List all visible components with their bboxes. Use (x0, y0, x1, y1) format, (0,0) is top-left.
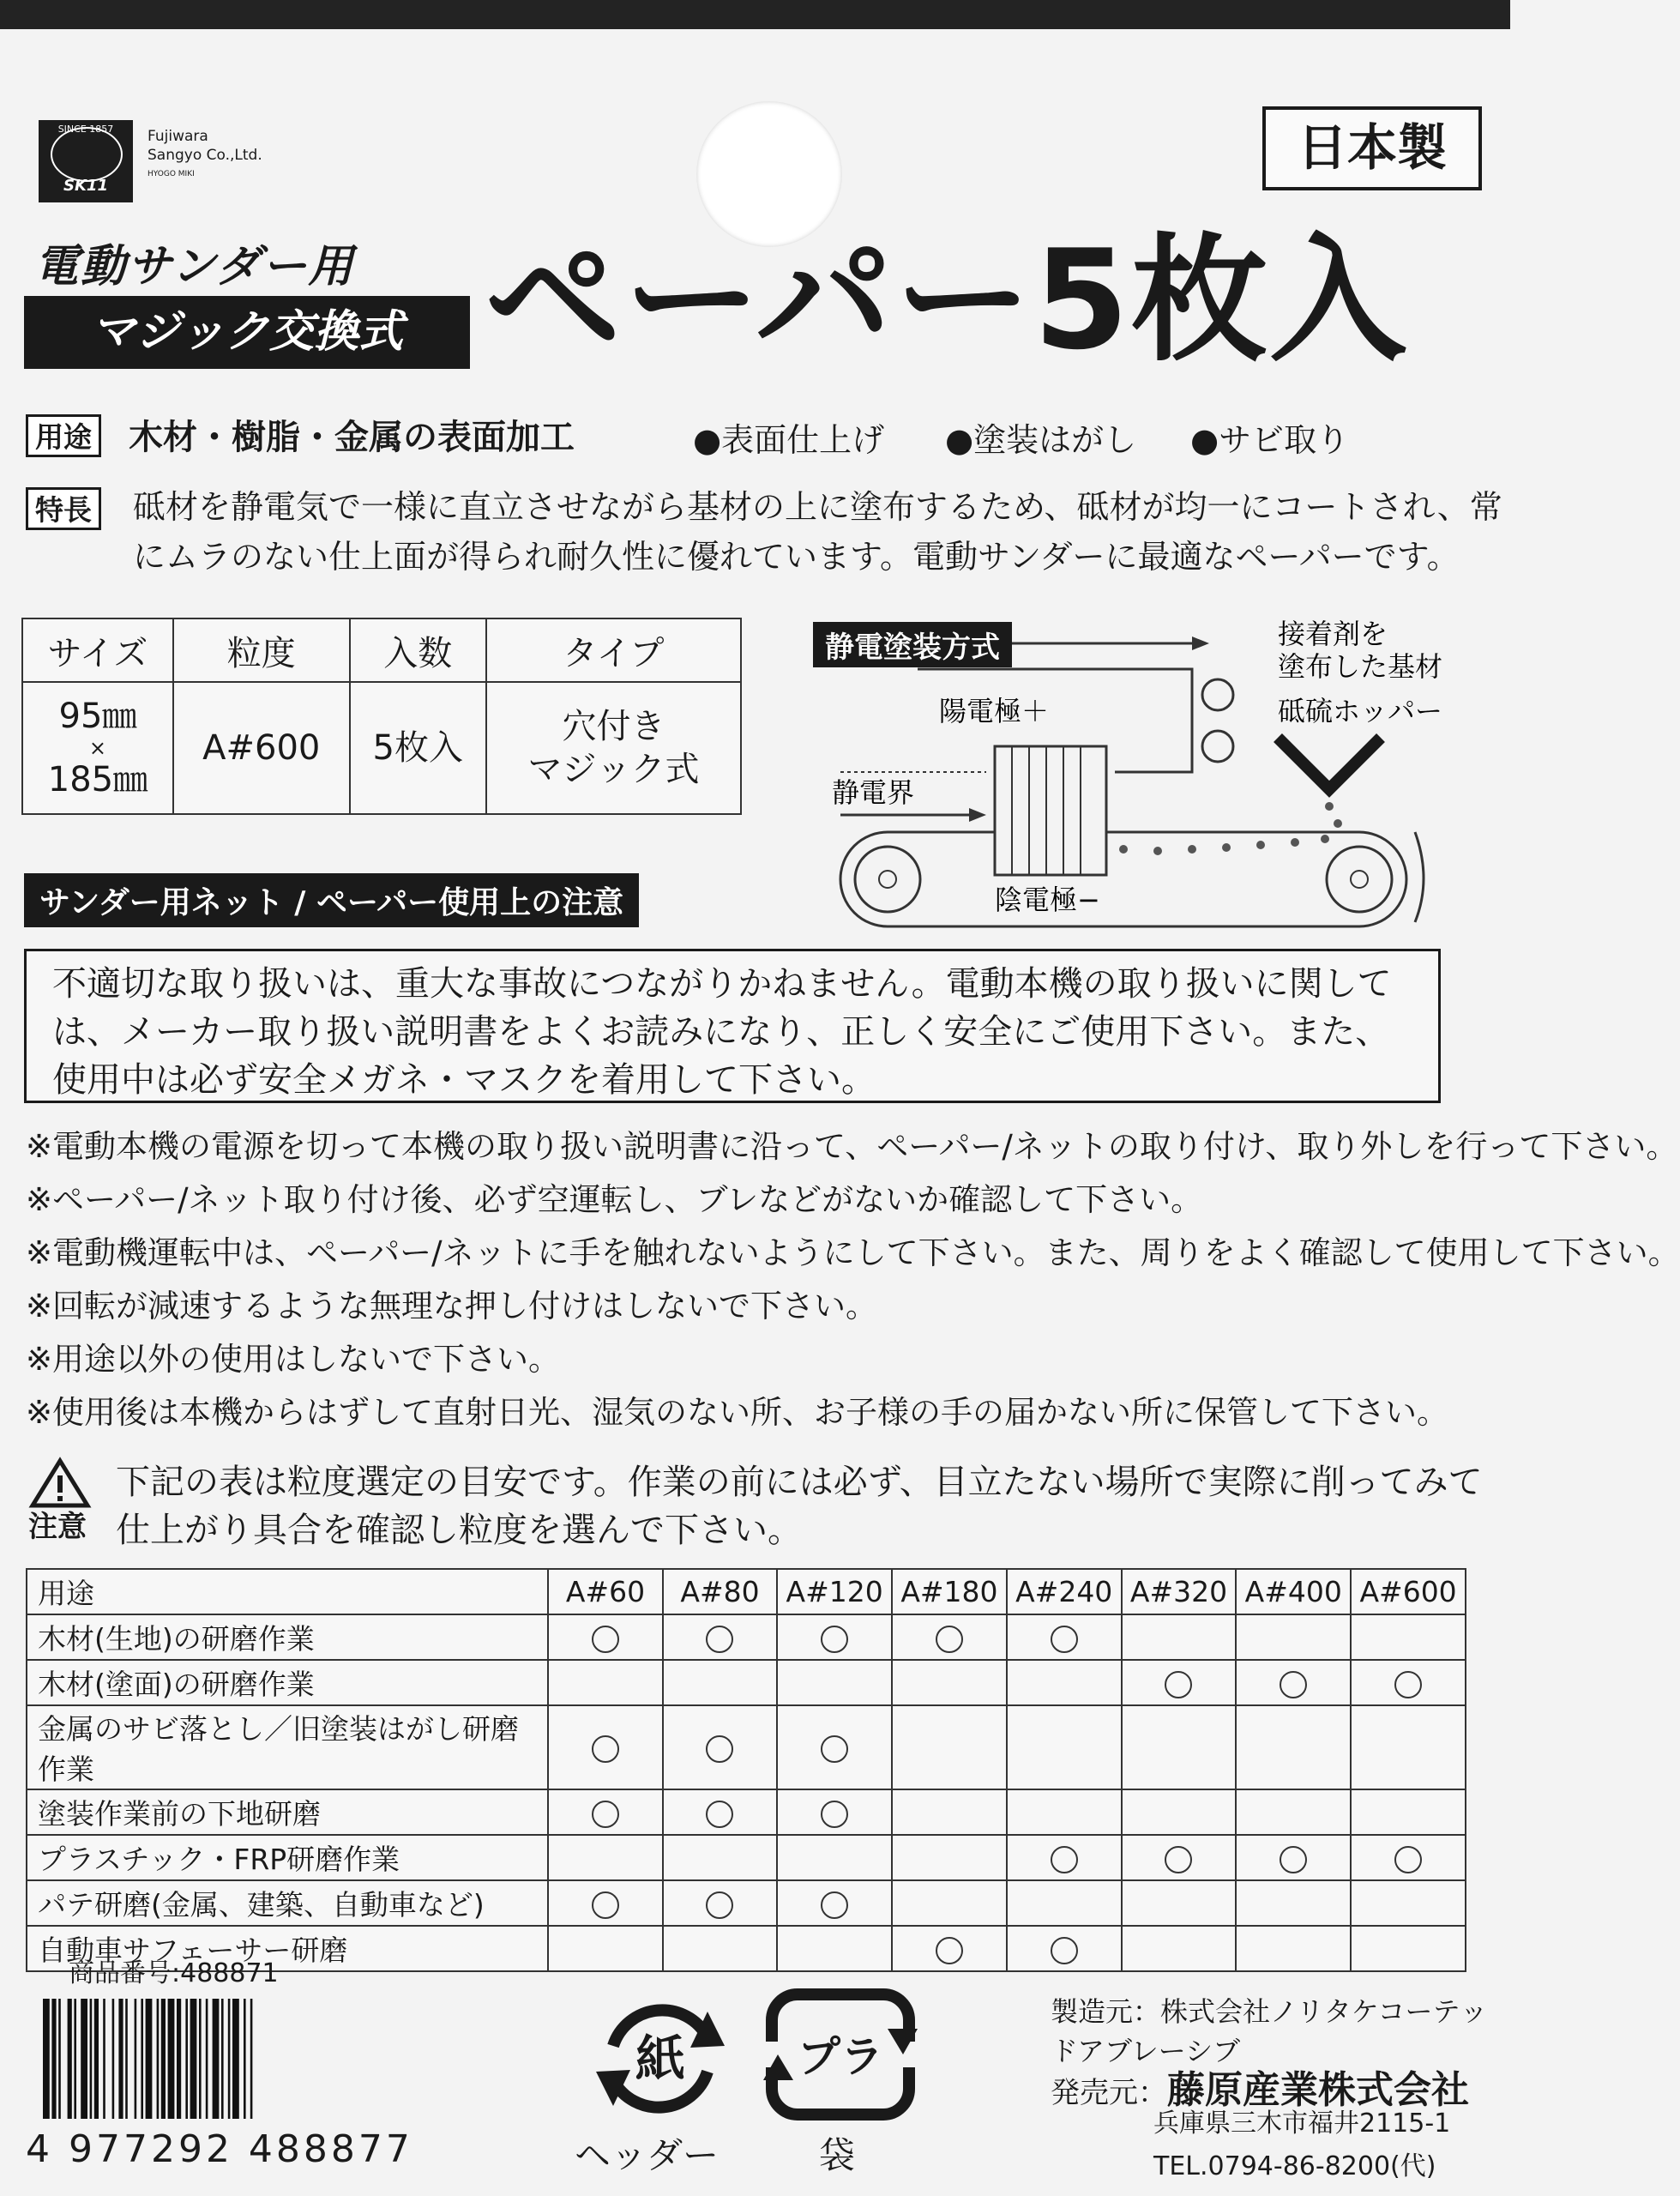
rotation-arrow (1415, 832, 1424, 922)
barcode-bar (68, 1999, 72, 2119)
grit-cell (1007, 1705, 1122, 1789)
barcode-bar (58, 1999, 61, 2119)
made-in-japan-badge: 日本製 (1262, 106, 1482, 190)
grit-cell (1007, 1880, 1122, 1926)
spec-header: タイプ (486, 618, 741, 682)
barcode-bar (190, 1999, 197, 2119)
logo-since: SINCE 1857 (57, 124, 114, 135)
recommended-circle-icon (706, 1735, 733, 1763)
barcode-bar (168, 1999, 175, 2119)
barcode-bar (141, 1999, 143, 2119)
recommended-circle-icon (1165, 1846, 1192, 1873)
barcode-bar (103, 1999, 105, 2119)
grit-header: A#400 (1236, 1569, 1351, 1614)
grit-cell (777, 1705, 892, 1789)
spec-table (21, 618, 742, 815)
notes-list (26, 1120, 1680, 1439)
grit-cell (1236, 1926, 1351, 1971)
barcode-bar (146, 1999, 153, 2119)
left-roller (855, 847, 920, 912)
size-width: 95㎜ (58, 697, 137, 736)
right-roller (1327, 847, 1392, 912)
top-edge (0, 0, 1510, 29)
spec-type (486, 682, 741, 814)
spec-header: サイズ (22, 618, 173, 682)
grit-row-use: 自動車サフェーサー研磨 (27, 1926, 548, 1971)
grit-cell (1122, 1835, 1237, 1880)
grit-cell (892, 1880, 1007, 1926)
adhesive-label-1: 接着剤を (1278, 618, 1388, 650)
grit-row-use: 木材(生地)の研磨作業 (27, 1614, 548, 1660)
barcode-bar (118, 1999, 123, 2119)
grit-cell (777, 1835, 892, 1880)
barcode-bar (94, 1999, 99, 2119)
warning-heading: サンダー用ネット / ペーパー使用上の注意 (24, 873, 639, 927)
note-item: ※電動本機の電源を切って本機の取り扱い説明書に沿って、ペーパー/ネットの取り付け、取り外しを行って下さい。 (26, 1128, 1678, 1165)
size-length: 185㎜ (47, 760, 148, 799)
grit-cell (892, 1789, 1007, 1835)
grit-cell (1122, 1789, 1237, 1835)
product-title: ペーパー5枚入 (485, 220, 1409, 380)
grit-cell (663, 1789, 778, 1835)
grit-cell (892, 1835, 1007, 1880)
plastic-recycle-icon (759, 1982, 922, 2127)
barcode-bar (161, 1999, 166, 2119)
type-line1: 穴付き (562, 707, 665, 746)
grit-selection-table (26, 1568, 1466, 1972)
grit-cell (1236, 1660, 1351, 1705)
grit-row (27, 1705, 1466, 1789)
grit-cell (1007, 1835, 1122, 1880)
barcode-bar (135, 1999, 137, 2119)
company-line1: Fujiwara (148, 128, 208, 145)
maker-name: 株式会社ノリタケコーテッドアブレーシブ (1051, 1995, 1488, 2067)
note-item: ※使用後は本機からはずして直射日光、湿気のない所、お子様の手の届かない所に保管して下さい。 (26, 1394, 1448, 1431)
grit-cell (548, 1835, 663, 1880)
barcode-bar (51, 1999, 56, 2119)
seller-label: 発売元： (1051, 2076, 1167, 2110)
seller-name: 藤原産業株式会社 (1167, 2068, 1469, 2112)
grit-cell (777, 1926, 892, 1971)
grit-cell (548, 1660, 663, 1705)
barcode-bar (199, 1999, 202, 2119)
cathode-label: 陰電極− (995, 884, 1100, 916)
recommended-circle-icon (1394, 1671, 1422, 1698)
barcode-bar (228, 1999, 231, 2119)
recommended-circle-icon (821, 1626, 848, 1653)
grit-header: A#600 (1351, 1569, 1466, 1614)
recommended-circle-icon (706, 1626, 733, 1653)
maker-line (1051, 1990, 1510, 2069)
grit-cell (892, 1614, 1007, 1660)
grit-cell (1351, 1835, 1466, 1880)
barcode-bar (90, 1999, 93, 2119)
recommended-circle-icon (1051, 1846, 1078, 1873)
grit-cell (1236, 1880, 1351, 1926)
type-line2: マジック式 (527, 750, 700, 789)
recommended-circle-icon (592, 1735, 619, 1763)
spec-header: 粒度 (173, 618, 350, 682)
caution-box: 不適切な取り扱いは、重大な事故につながりかねません。電動本機の取り扱いに関しては、メーカー取り扱い説明書をよくお読みになり、正しく安全にご使用下さい。また、使用中は必ず安全メガネ・マスクを着用して下さい。 (24, 949, 1441, 1103)
grit-cell (663, 1880, 778, 1926)
product-number: 商品番号:488871 (69, 1958, 279, 1988)
grit-row-use: プラスチック・FRP研磨作業 (27, 1835, 548, 1880)
recommended-circle-icon (1394, 1846, 1422, 1873)
barcode-bar (157, 1999, 160, 2119)
diagram-title: 静電塗装方式 (813, 622, 1012, 667)
paper-recycle-label: ヘッダー (575, 2134, 720, 2176)
feature-text: 砥材を静電気で一様に直立させながら基材の上に塗布するため、砥材が均一にコートされ、常にムラのない仕上面が得られ耐久性に優れています。電動サンダーに最適なペーパーです。 (133, 488, 1502, 576)
grit-cell (892, 1926, 1007, 1971)
grit-cell (548, 1880, 663, 1926)
grit-cell (1236, 1835, 1351, 1880)
usage-bullet: ●サビ取り (1190, 421, 1350, 459)
grit-cell (1122, 1660, 1237, 1705)
field-label: 静電界 (832, 776, 915, 809)
maker-label: 製造元： (1051, 1995, 1161, 2028)
anode-label: 陽電極＋ (939, 695, 1050, 727)
barcode-bar (74, 1999, 76, 2119)
seller-address: 兵庫県三木市福井2115-1 (1153, 2109, 1451, 2139)
grit-particles (1119, 802, 1342, 855)
grit-header: A#80 (663, 1569, 778, 1614)
grit-row (27, 1614, 1466, 1660)
product-subtitle: 電動サンダー用 (34, 241, 355, 293)
grit-cell (777, 1614, 892, 1660)
recommended-circle-icon (706, 1891, 733, 1919)
recommended-circle-icon (706, 1801, 733, 1828)
grit-row (27, 1835, 1466, 1880)
usage-text: 木材・樹脂・金属の表面加工 (129, 418, 575, 457)
spec-grit: A#600 (173, 682, 350, 814)
spec-count: 5枚入 (350, 682, 486, 814)
grit-cell (1351, 1660, 1466, 1705)
recommended-circle-icon (936, 1937, 963, 1964)
spec-size (22, 682, 173, 814)
brand-logo (39, 120, 133, 202)
paper-recycle-icon (587, 1986, 733, 2132)
usage-bullet: ●表面仕上げ (693, 421, 885, 459)
hopper-icon (1278, 738, 1381, 789)
spec-header: 入数 (350, 618, 486, 682)
paper-symbol: 紙 (635, 2030, 686, 2088)
grit-cell (1122, 1880, 1237, 1926)
barcode-bar (213, 1999, 220, 2119)
company-line3: HYOGO MIKI (148, 170, 195, 178)
seller-tel: TEL.0794-86-8200(代) (1153, 2151, 1436, 2181)
grit-cell (1007, 1789, 1122, 1835)
grit-cell (777, 1789, 892, 1835)
recommended-circle-icon (592, 1891, 619, 1919)
recommended-circle-icon (1051, 1626, 1078, 1653)
plastic-recycle-label: 袋 (819, 2134, 856, 2176)
barcode-bar (112, 1999, 115, 2119)
grit-header: A#60 (548, 1569, 663, 1614)
warning-triangle-icon (30, 1458, 90, 1508)
feature-tag: 特長 (26, 487, 101, 530)
barcode-bar (125, 1999, 128, 2119)
company-name-en (148, 127, 310, 184)
grit-cell (548, 1705, 663, 1789)
grit-row-use: パテ研磨(金属、建築、自動車など) (27, 1880, 548, 1926)
grit-cell (892, 1705, 1007, 1789)
recommended-circle-icon (821, 1891, 848, 1919)
recommended-circle-icon (821, 1735, 848, 1763)
plastic-symbol: プラ (798, 2032, 883, 2082)
size-times: × (88, 736, 106, 760)
grit-cell (548, 1789, 663, 1835)
grit-cell (548, 1926, 663, 1971)
hopper-label: 砥硫ホッパー (1278, 695, 1443, 727)
grit-cell (777, 1660, 892, 1705)
recommended-circle-icon (1051, 1937, 1078, 1964)
grit-cell (663, 1926, 778, 1971)
barcode-bar (177, 1999, 181, 2119)
grit-cell (1351, 1705, 1466, 1789)
grit-cell (1236, 1789, 1351, 1835)
grit-row-use: 木材(塗面)の研磨作業 (27, 1660, 548, 1705)
grit-row (27, 1880, 1466, 1926)
company-line2: Sangyo Co.,Ltd. (148, 147, 262, 164)
grit-cell (892, 1660, 1007, 1705)
grit-cell (1351, 1614, 1466, 1660)
barcode-bar (206, 1999, 208, 2119)
barcode-bar (81, 1999, 87, 2119)
logo-brand: SK11 (63, 177, 108, 195)
usage-tag: 用途 (26, 414, 101, 457)
recommended-circle-icon (592, 1801, 619, 1828)
grit-row (27, 1660, 1466, 1705)
grit-cell (1122, 1926, 1237, 1971)
grit-cell (1236, 1614, 1351, 1660)
grit-header: A#180 (892, 1569, 1007, 1614)
note-item: ※電動機運転中は、ペーパー/ネットに手を触れないようにして下さい。また、周りをよく確認して使用して下さい。 (26, 1234, 1680, 1271)
grit-cell (1351, 1789, 1466, 1835)
barcode-bar (221, 1999, 224, 2119)
grit-cell (1236, 1705, 1351, 1789)
note-item: ※回転が減速するような無理な押し付けはしないで下さい。 (26, 1288, 878, 1324)
grit-cell (663, 1835, 778, 1880)
recommended-circle-icon (936, 1626, 963, 1653)
note-item: ※ペーパー/ネット取り付け後、必ず空運転し、ブレなどがないか確認して下さい。 (26, 1181, 1203, 1218)
grit-row (27, 1789, 1466, 1835)
guide-text: 下記の表は粒度選定の目安です。作業の前には必ず、目立たない場所で実際に削ってみて仕上がり具合を確認し粒度を選んで下さい。 (116, 1463, 1483, 1550)
grit-cell (1007, 1614, 1122, 1660)
barcode-bar (43, 1999, 50, 2119)
grit-header: A#320 (1122, 1569, 1237, 1614)
grit-row-use: 金属のサビ落とし／旧塗装はがし研磨作業 (27, 1705, 548, 1789)
usage-bullet: ●塗装はがし (945, 421, 1137, 459)
recommended-circle-icon (1280, 1671, 1307, 1698)
barcode-number: 4 977292 488877 (26, 2127, 413, 2171)
grit-row-use: 塗装作業前の下地研磨 (27, 1789, 548, 1835)
grit-cell (1007, 1660, 1122, 1705)
grit-cell (1122, 1705, 1237, 1789)
grit-cell (777, 1880, 892, 1926)
grit-cell (548, 1614, 663, 1660)
barcode-bar (244, 1999, 246, 2119)
note-item: ※用途以外の使用はしないで下さい。 (26, 1341, 561, 1378)
type-label: マジック交換式 (24, 296, 470, 369)
barcode-bar (185, 1999, 188, 2119)
recommended-circle-icon (821, 1801, 848, 1828)
grit-cell (1007, 1926, 1122, 1971)
grit-cell (663, 1614, 778, 1660)
barcode-bar (250, 1999, 253, 2119)
grit-header: A#240 (1007, 1569, 1122, 1614)
grit-header-use: 用途 (27, 1569, 548, 1614)
grit-cell (663, 1660, 778, 1705)
recommended-circle-icon (592, 1626, 619, 1653)
adhesive-label-2: 塗布した基材 (1278, 650, 1443, 683)
globe-icon (51, 127, 123, 182)
recommended-circle-icon (1165, 1671, 1192, 1698)
recommended-circle-icon (1280, 1846, 1307, 1873)
barcode-bar (232, 1999, 239, 2119)
grit-cell (663, 1705, 778, 1789)
grit-cell (1122, 1614, 1237, 1660)
grit-cell (1351, 1926, 1466, 1971)
guide-label: 注意 (28, 1510, 87, 1544)
grit-header: A#120 (777, 1569, 892, 1614)
grit-cell (1351, 1880, 1466, 1926)
